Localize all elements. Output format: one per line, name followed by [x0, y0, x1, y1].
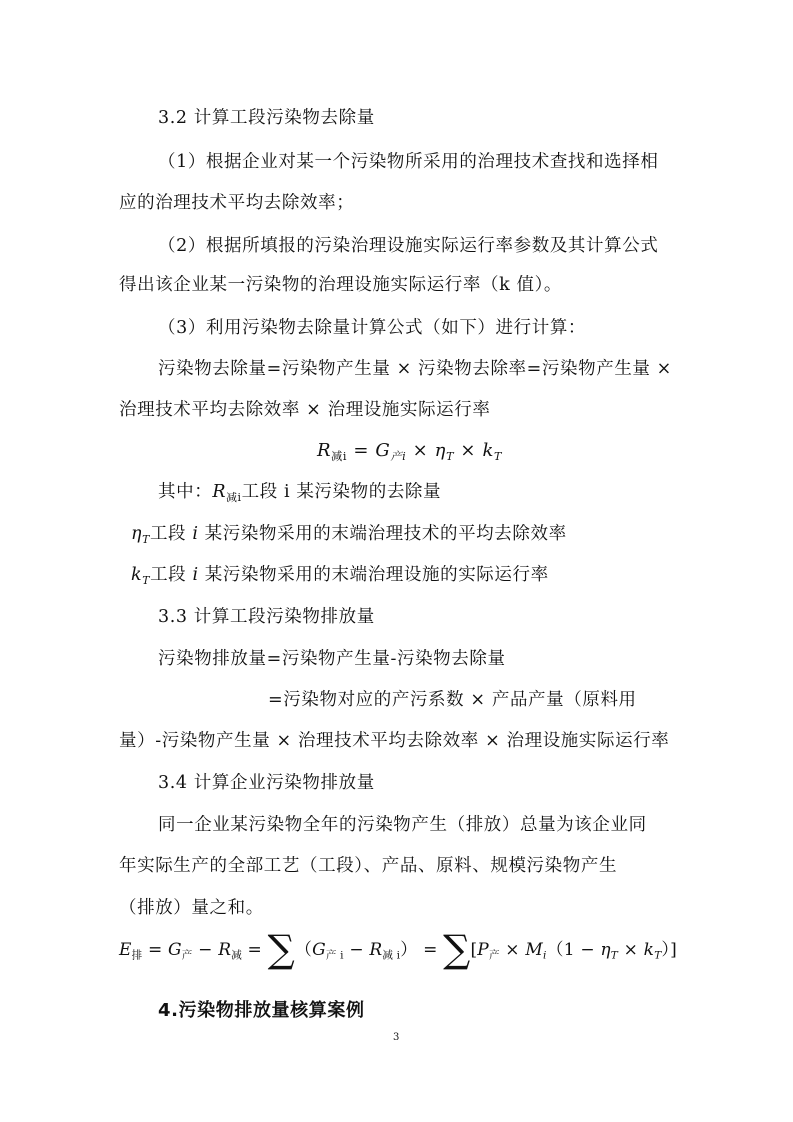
paragraph-line: 年实际生产的全部工艺（工段）、产品、原料、规模污染物产生 [119, 856, 618, 876]
formula-subscript: 产 [488, 949, 500, 962]
formula-symbol: G [168, 940, 182, 960]
formula-operator: × [406, 440, 435, 461]
section-heading-3-3: 3.3 计算工段污染物排放量 [158, 607, 375, 627]
formula-subscript: T [610, 949, 619, 962]
formula-symbol: η [600, 940, 611, 960]
page-number: 3 [393, 1032, 400, 1043]
formula-operator: × [454, 440, 483, 461]
formula-operator: ） [400, 940, 418, 960]
definition-line-eta [131, 522, 567, 546]
formula-symbol: k [482, 440, 494, 461]
paragraph-line: 污染物排放量=污染物产生量-污染物去除量 [158, 649, 506, 669]
formula-subscript: T [654, 949, 662, 962]
paragraph-line: （2）根据所填报的污染治理设施实际运行率参数及其计算公式 [158, 236, 659, 256]
summation-sign: ∑ [267, 926, 295, 971]
formula-operator: = [241, 940, 268, 960]
formula-operator: − [343, 940, 370, 960]
formula-symbol: R [369, 940, 383, 960]
definition-line-r [158, 480, 441, 504]
emission-total-formula [119, 926, 677, 971]
formula-operator: × [618, 940, 644, 960]
section-heading-4: 4.污染物排放量核算案例 [158, 1000, 365, 1021]
summation-sign: ∑ [443, 926, 471, 971]
formula-subscript: 减 i [382, 949, 401, 962]
formula-subscript: T [142, 532, 150, 546]
formula-symbol: η [131, 524, 143, 544]
formula-symbol: G [312, 940, 326, 960]
formula-operator: = [347, 440, 376, 461]
formula-subscript: 减i [226, 490, 242, 504]
definition-text: 工段 i 某污染物的去除量 [241, 482, 442, 502]
section-heading-3-4: 3.4 计算企业污染物排放量 [158, 773, 375, 793]
paragraph-line: 得出该企业某一污染物的治理设施实际运行率（k 值）。 [119, 275, 563, 295]
formula-symbol: M [525, 940, 543, 960]
paragraph-line: （排放）量之和。 [119, 898, 264, 918]
formula-subscript: i [542, 949, 547, 962]
formula-symbol: R [218, 940, 232, 960]
formula-symbol: η [434, 440, 447, 461]
formula-symbol: G [375, 440, 391, 461]
formula-operator: = [417, 940, 444, 960]
formula-symbol: i [192, 524, 199, 544]
definition-text: 工段 [149, 524, 193, 544]
formula-symbol: P [477, 940, 489, 960]
formula-symbol: k [131, 565, 143, 585]
formula-operator: × [499, 940, 526, 960]
formula-symbol: R [212, 482, 227, 502]
formula-operator: [ [470, 940, 478, 960]
definition-prefix: 其中： [158, 482, 213, 502]
formula-operator: （ [546, 940, 564, 960]
definition-text: 某污染物采用的末端治理技术的平均去除效率 [198, 524, 567, 544]
paragraph-line: （1）根据企业对某一个污染物所采用的治理技术查找和选择相 [158, 152, 659, 172]
formula-operator: = [142, 940, 169, 960]
formula-operator: （ [294, 940, 313, 960]
formula-subscript: 排 [131, 949, 143, 962]
formula-subscript: 减i [331, 449, 348, 463]
formula-symbol: k [643, 940, 655, 960]
formula-symbol: R [317, 440, 332, 461]
formula-subscript: T [142, 573, 151, 587]
removal-formula [317, 439, 502, 463]
paragraph-line: 应的治理技术平均去除效率； [119, 193, 355, 213]
formula-subscript: 产i [390, 449, 407, 463]
formula-subscript: 产 [181, 949, 193, 962]
paragraph-line: 同一企业某污染物全年的污染物产生（排放）总量为该企业同 [158, 815, 647, 835]
paragraph-line: 治理技术平均去除效率 × 治理设施实际运行率 [119, 400, 491, 420]
section-heading-3-2: 3.2 计算工段污染物去除量 [158, 108, 375, 128]
formula-subscript: T [446, 449, 455, 463]
formula-subscript: 产 i [325, 949, 344, 962]
paragraph-line: （3）利用污染物去除量计算公式（如下）进行计算： [158, 318, 587, 338]
paragraph-line: 量）-污染物产生量 × 治理技术平均去除效率 × 治理设施实际运行率 [119, 731, 670, 751]
formula-operator: − [192, 940, 219, 960]
formula-symbol: i [192, 565, 199, 585]
paragraph-line: 污染物去除量=污染物产生量 × 污染物去除率=污染物产生量 × [158, 359, 672, 379]
formula-operator: 1 − [563, 940, 601, 960]
paragraph-line: =污染物对应的产污系数 × 产品产量（原料用 [268, 690, 637, 710]
definition-text: 工段 [150, 565, 193, 585]
formula-operator: ）] [661, 940, 677, 960]
formula-subscript: 减 [231, 949, 242, 962]
formula-symbol: E [119, 940, 132, 960]
definition-line-k [131, 563, 549, 587]
definition-text: 某污染物采用的末端治理设施的实际运行率 [198, 565, 549, 585]
formula-subscript: T [493, 449, 502, 463]
